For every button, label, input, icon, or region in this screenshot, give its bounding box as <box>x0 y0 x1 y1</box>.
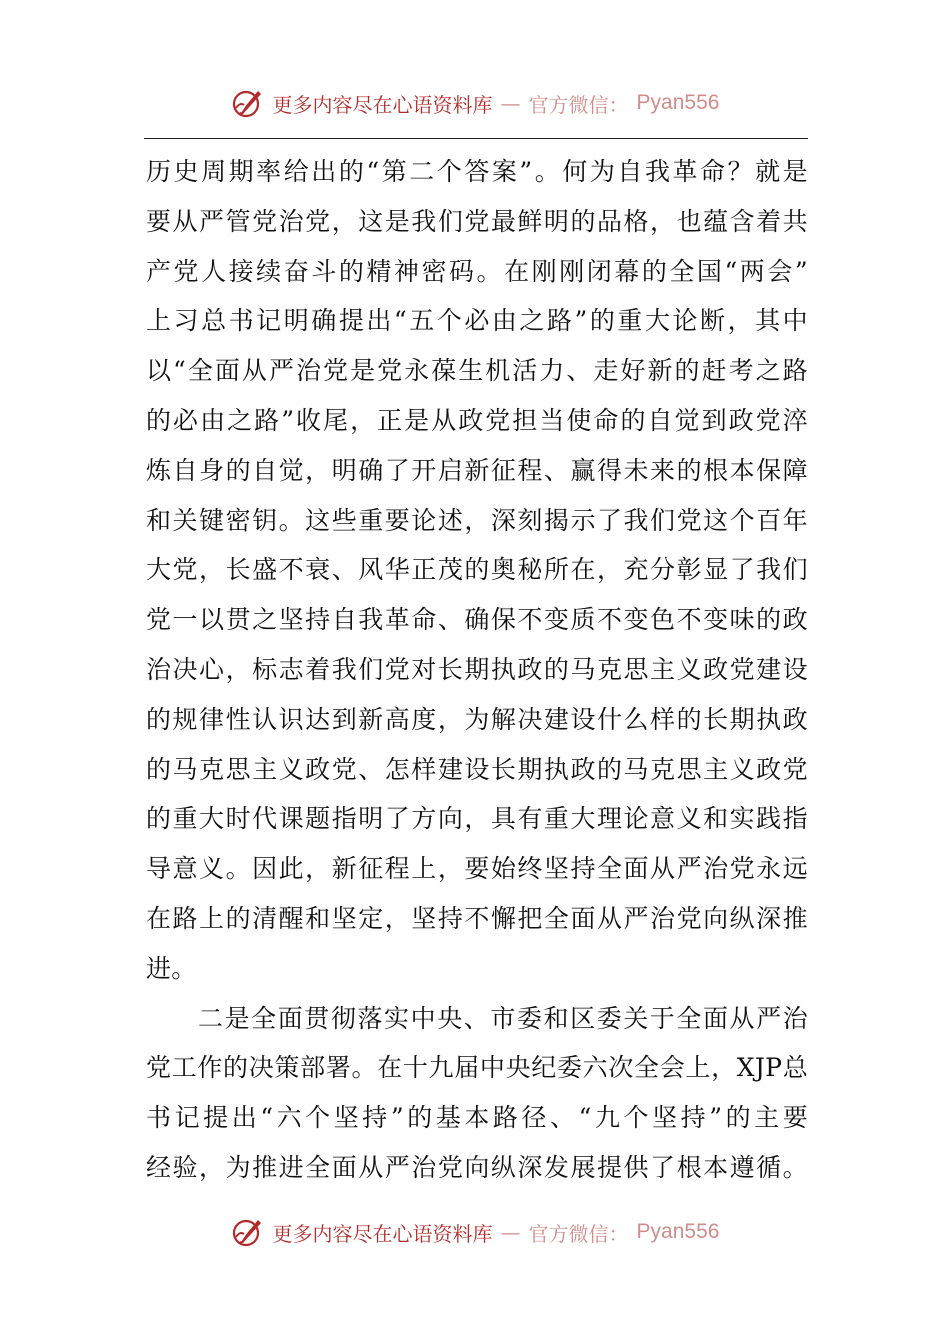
text-line: 治决心，标志着我们党对长期执政的马克思主义政党建设 <box>146 654 808 684</box>
text-line: 大党，长盛不衰、风华正茂的奥秘所在，充分彰显了我们 <box>146 555 808 585</box>
text-line-paragraph-start: 二是全面贯彻落实中央、市委和区委关于全面从严治 <box>198 1003 808 1033</box>
text-line: 上习总书记明确提出“五个必由之路”的重大论断，其中 <box>146 306 808 336</box>
text-line: 的必由之路”收尾，正是从政党担当使命的自觉到政党淬 <box>146 405 808 435</box>
header-divider <box>144 138 808 139</box>
footer-banner <box>0 1212 950 1252</box>
footer-brand: 更多内容尽在心语资料库 <box>272 1221 493 1246</box>
text-line: 历史周期率给出的“第二个答案”。何为自我革命？就是 <box>146 157 808 186</box>
text-line: 要从严管党治党，这是我们党最鲜明的品格，也蕴含着共 <box>146 206 808 236</box>
text-line: 党一以贯之坚持自我革命、确保不变质不变色不变味的政 <box>146 605 808 635</box>
text-line: 经验，为推进全面从严治党向纵深发展提供了根本遵循。 <box>146 1152 808 1182</box>
text-line: 的规律性认识达到新高度，为解决建设什么样的长期执政 <box>146 704 808 734</box>
text-line: 的重大时代课题指明了方向，具有重大理论意义和实践指 <box>146 804 808 834</box>
text-line: 书记提出“六个坚持”的基本路径、“九个坚持”的主要 <box>146 1103 808 1133</box>
header-banner <box>0 83 950 123</box>
text-line: 产党人接续奋斗的精神密码。在刚刚闭幕的全国“两会” <box>146 256 808 286</box>
text-line-paragraph-end: 进。 <box>146 953 197 983</box>
text-line: 党工作的决策部署。在十九届中央纪委六次全会上，XJP总 <box>146 1053 808 1083</box>
document-body <box>146 147 808 1193</box>
header-contact-label: 官方微信： <box>528 92 629 117</box>
footer-separator: — <box>500 1220 521 1244</box>
text-line: 以“全面从严治党是党永葆生机活力、走好新的赶考之路 <box>146 356 808 386</box>
text-line: 导意义。因此，新征程上，要始终坚持全面从严治党永远 <box>146 854 808 884</box>
quill-logo-icon <box>231 1215 265 1249</box>
quill-logo-icon <box>231 86 265 120</box>
text-line: 和关键密钥。这些重要论述，深刻揭示了我们党这个百年 <box>146 505 808 535</box>
text-line: 在路上的清醒和坚定，坚持不懈把全面从严治党向纵深推 <box>146 903 808 933</box>
footer-contact-id: Pyan556 <box>636 1220 720 1243</box>
text-line: 的马克思主义政党、怎样建设长期执政的马克思主义政党 <box>146 754 808 784</box>
header-separator: — <box>500 91 521 115</box>
header-contact-id: Pyan556 <box>636 91 720 114</box>
header-brand: 更多内容尽在心语资料库 <box>272 92 493 117</box>
text-line: 炼自身的自觉，明确了开启新征程、赢得未来的根本保障 <box>146 455 808 485</box>
footer-contact-label: 官方微信： <box>528 1221 629 1246</box>
